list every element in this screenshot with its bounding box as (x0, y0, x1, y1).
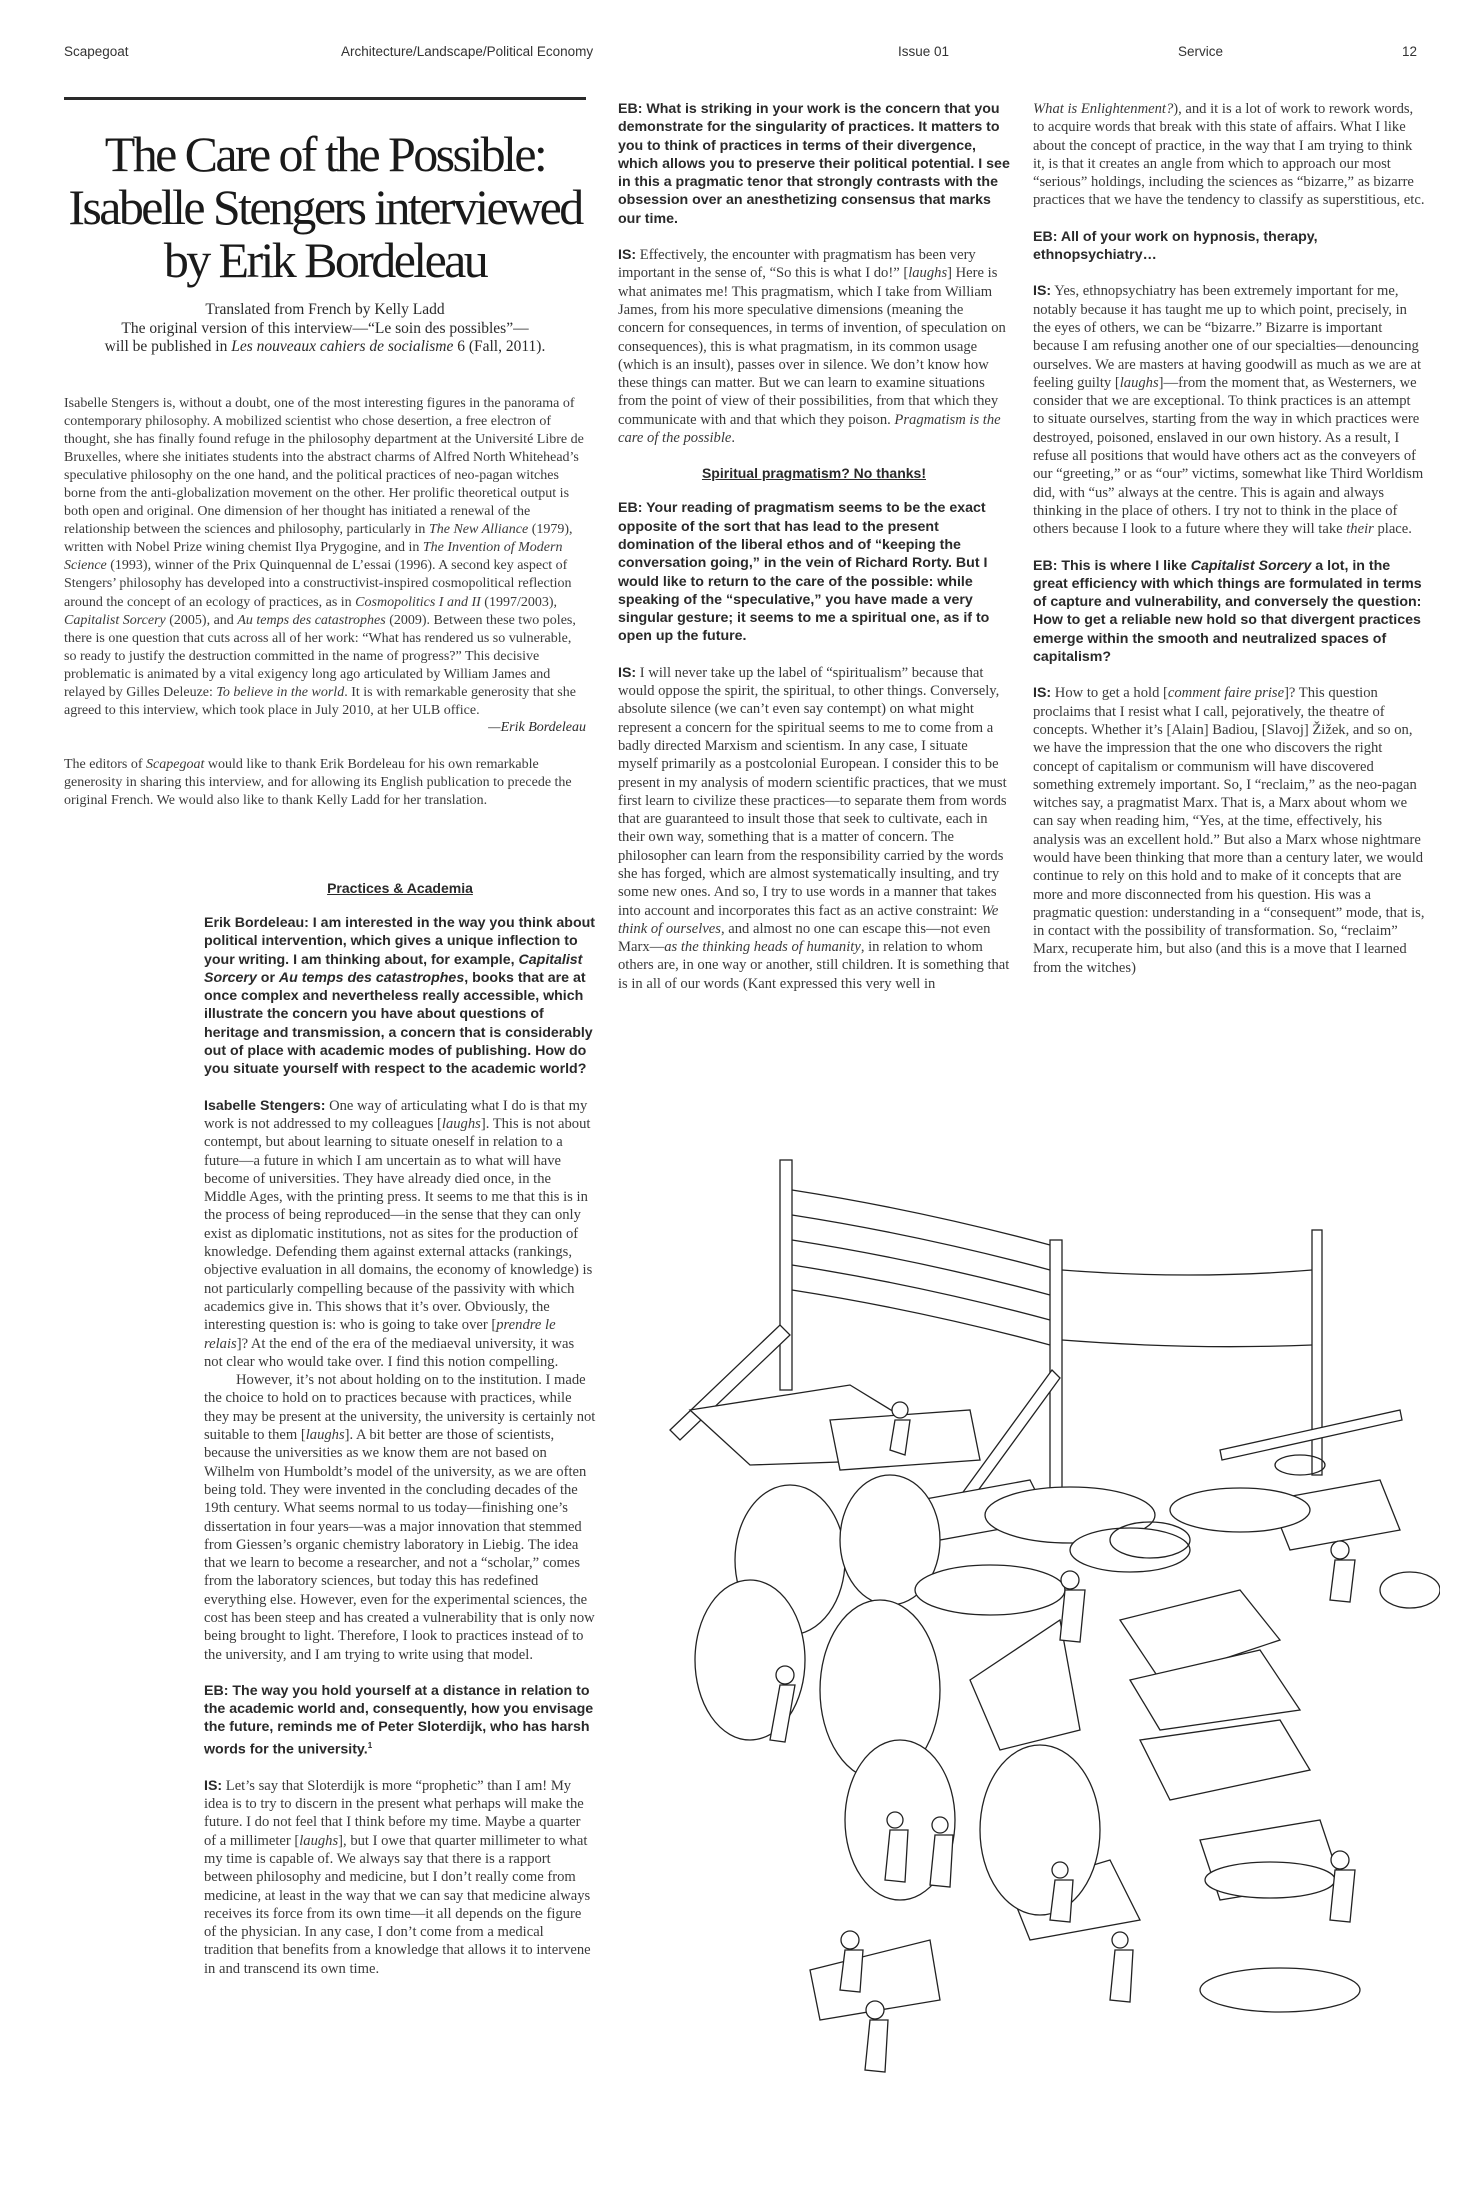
speaker-label: IS: (618, 247, 637, 264)
original-version-note: The original version of this interview—“Le soin des possibles”— (121, 319, 529, 337)
book-title: The New Alliance (428, 522, 529, 538)
book-title: The Invention of Modern Science (64, 540, 563, 574)
journal-title: Les nouveaux cahiers de socialisme (231, 338, 454, 355)
playground-illustration (640, 1120, 1440, 2080)
question: EB: All of your work on hypnosis, therapy, ethnopsychiatry… (1033, 228, 1318, 264)
speaker-label: IS: (1033, 685, 1052, 702)
publication-note: will be published in Les nouveaux cahiers de socialisme 6 (Fall, 2011). (104, 338, 546, 355)
interview-column-2 (618, 100, 1010, 993)
interview-column-3 (1033, 100, 1425, 977)
answer-continued: However, it’s not about holding on to the institution. I made the choice to hold on to practices because with practices, while they may be present at the university, the university is certainly not suitable to them [laughs]. A bit better are those of scientists, because the universities as we know them are not based on Wilhelm von Humboldt’s model of the university, as we are often being told. They were invented in the concluding decades of the 19th century. What seems normal to us today—finishing one’s dissertation in four years—was a major innovation that stemmed from Giessen’s organic chemistry laboratory in Liebig. The idea that we learn to become a researcher, and not a “scholar,” comes from the laboratory sciences, but today this has redefined everything else. However, even for the experimental sciences, the cost has been steep and has created a vulnerability that is only now being brought to light. Therefore, I look to practices instead of to the university, and I am trying to write using that model. (204, 1372, 596, 1663)
issue-label: Issue 01 (898, 44, 950, 59)
title-line: by Erik Bordeleau (163, 232, 487, 288)
line-drawing (640, 1120, 1440, 2080)
quote: To believe in the world (216, 685, 345, 700)
magazine-section: Architecture/Landscape/Political Economy (341, 44, 594, 59)
book-title: Capitalist Sorcery (64, 612, 166, 628)
magazine-title: Scapegoat (146, 757, 205, 773)
editors-thanks: The editors of Scapegoat would like to thank Erik Bordeleau for his own remarkable generosity in sharing this interview, and for allowing its English publication to precede the original French. We would also like to thank Kelly Ladd for her translation. (64, 757, 572, 809)
magazine-name: Scapegoat (64, 44, 129, 59)
answer-continued: What is Enlightenment?), and it is a lot of work to rework words, to acquire words that break with this state of affairs. What I like about the concept of practice, in the way that I am trying to think it, is that it creates an angle from which to approach our most “serious” holdings, including the sciences as “bizarre,” as bizarre practices that we have the tendency to classify as superstitious, etc. (1033, 101, 1425, 209)
title-rule (64, 97, 586, 100)
article-title (64, 128, 586, 287)
answer: IS: I will never take up the label of “spiritualism” because that would oppose the spirit, the spiritual, to other things. Conversely, absolute silence (we can’t even say contempt) on what might represent a concern for the spiritual seems to me to come from a badly directed Marxism and scientism. In any case, I situate myself primarily as a postcolonial European. I consider this to be present in my analysis of modern scientific practices, that we must first learn to civilize these practices—to separate them from words that are guaranteed to insult those that seek to cultivate, each in their own way, something that is a matter of concern. The philosopher can learn from the responsibility carried by the words she has forged, which are almost systematically insulting, and try some new ones. And so, I try to use words in a manner that takes into account and incorporates this fact as an active constraint: We think of ourselves, and almost no one can escape this—not even Marx—as the thinking heads of humanity, in relation to whom others are, in one way or another, still children. It is something that is in all of our words (Kant expressed this very well in (618, 664, 1010, 992)
answer: IS: Effectively, the encounter with pragmatism has been very important in the sense of, “So this is what I do!” [laughs] Here is what animates me! This pragmatism, which I take from William James, from his more speculative dimensions (meaning the concern for consequences, in terms of invention, of speculation on consequences), this is what pragmatism, in its common usage (which is an insult), passes over in silence. We don’t know how these things can matter. But we can learn to examine situations from the point of view of their possibilities, from that which they communicate with and that which they poison. Pragmatism is the care of the possible. (618, 247, 1006, 447)
footnote-ref[interactable]: 1 (367, 1740, 373, 1750)
speaker-label: IS: (618, 664, 637, 681)
book-title: Au temps des catastrophes (237, 612, 386, 628)
question: EB: This is where I like Capitalist Sorcery a lot, in the great efficiency with which things are formulated in terms of capture and vulnerability, and conversely the question: How to get a reliable new hold so that divergent practices emerge within the smooth and neutralized spaces of capitalism? (1033, 557, 1422, 666)
intro-paragraph: Isabelle Stengers is, without a doubt, one of the most interesting figures in the panorama of contemporary philosophy. A mobilized scientist who chose desertion, a free electron of thought, she has finally found refuge in the philosophy department at the Université Libre de Bruxelles, where she initiates students into the abstract charms of Alfred North Whitehead’s speculative philosophy on the one hand, and the political practices of neo-pagan witches borne from the anti-globalization movement on the other. Her prolific theoretical output is both open and original. One dimension of her thought has initiated a renewal of the relationship between the sciences and philosophy, particularly in The New Alliance (1979), written with Nobel Prize wining chemist Ilya Prygogine, and in The Invention of Modern Science (1993), winner of the Prix Quinquennal de L’essai (1996). A second key aspect of Stengers’ philosophy has developed into a constructivist-inspired cosmopolitical reflection around the concept of an ecology of practices, as in Cosmopolitics I and II (1997/2003), Capitalist Sorcery (2005), and Au temps des catastrophes (2009). Between these two poles, there is one question that cuts across all of her work: “What has rendered us so vulnerable, so ready to justify the destruction committed in the name of progress?” This decisive problematic is animated by a vital exigency long ago articulated by William James and relayed by Gilles Deleuze: To believe in the world. It is with remarkable generosity that she agreed to this interview, which took place in July 2010, at her ULB office. (64, 395, 584, 719)
book-title: Cosmopolitics I and II (355, 594, 481, 610)
running-head (0, 44, 1483, 64)
question: EB: Your reading of pragmatism seems to be the exact opposite of the sort that has lead to the present domination of the liberal ethos and of “keeping the conversation going,” in the vein of Richard Rorty. But I would like to return to the care of the possible: while speaking of the “speculative,” you have made a very singular gesture; it seems to me a spiritual one, as if to open up the future. (618, 500, 990, 645)
speaker-label: IS: (204, 1777, 223, 1794)
speaker-label: IS: (1033, 283, 1052, 300)
question: Erik Bordeleau: I am interested in the way you think about political intervention, which gives a unique inflection to your writing. I am thinking about, for example, Capitalist Sorcery or Au temps des catastrophes, books that are at once complex and nevertheless really accessible, which illustrate the concern you have about questions of heritage and transmission, a concern that is considerably out of place with academic modes of publishing. How do you situate yourself with respect to the academic world? (204, 915, 596, 1078)
article-subtitle (64, 301, 586, 357)
answer: IS: How to get a hold [comment faire prise]? This question proclaims that I resist what I call, pejoratively, the theatre of concepts. Whether it’s [Alain] Badiou, [Slavoj] Žižek, and so on, we have the impression that the one who discovers the right concept of capitalism or communism will have discovered something extremely important. So, I “reclaim,” as the neo-pagan witches say, a pragmatist Marx. That is, a Marx about whom we can say when reading him, “Yes, at the time, effectively, his analysis was an excellent hold.” But also a Marx whose nightmare would have been thinking that more than a century later, we would continue to rely on this hold and to make of it concepts that are more and more disconnected from his question. His was a pragmatic question: understanding in a “consequent” mode, that is, in contact with the possibility of transformation. So, “reclaim” Marx, recuperate him, but also (and this is a move that I learned from the witches) (1033, 685, 1425, 976)
issue-theme: Service (1178, 44, 1224, 59)
title-column (64, 97, 586, 810)
question: EB: The way you hold yourself at a distance in relation to the academic world and, consequently, how you envisage the future, reminds me of Peter Sloterdijk, who has harsh words for the university.$^1$ (204, 1682, 594, 1758)
answer: IS: Let’s say that Sloterdijk is more “prophetic” than I am! My idea is to try to discern in the present what perhaps will make the future. I do not feel that I think before my time. Maybe a quarter of a millimeter [laughs], but I owe that quarter millimeter to what my time is capable of. We always say that there is a rapport between philosophy and medicine, but I don’t really come from medicine, at least in the way that we can say that medicine always receives its force from its own time—it all depends on the figure of the physician. In any case, I don’t come from a medical tradition that benefits from a knowledge that allows it to intervene in and transcend its own time. (204, 1777, 591, 1977)
translator-credit: Translated from French by Kelly Ladd (205, 301, 445, 318)
section-heading: Spiritual pragmatism? No thanks! (701, 465, 927, 482)
title-line: The Care of the Possible: (104, 126, 546, 182)
page-number: 12 (1402, 44, 1418, 59)
title-line: Isabelle Stengers interviewed (68, 179, 582, 235)
intro-signature: —Erik Bordeleau (488, 720, 586, 736)
section-heading: Practices & Academia (327, 880, 473, 896)
interview-column-1 (204, 880, 596, 1978)
speaker-label: Isabelle Stengers: (204, 1097, 326, 1114)
question: EB: What is striking in your work is the concern that you demonstrate for the singularity of practices. It matters to you to think of practices in terms of their divergence, which allows you to preserve their political potential. I see in this a pragmatic tenor that strongly contrasts with the obsession over an anesthetizing consensus that marks our time. (618, 101, 1010, 227)
answer: Isabelle Stengers: One way of articulating what I do is that my work is not addressed to my colleagues [laughs]. This is not about contempt, but about learning to situate oneself in relation to a future—a future in which I am uncertain as to what will have become of universities. They have already died once, in the Middle Ages, with the printing press. It seems to me that this is in the process of being reproduced—in the sense that they can only exist as diplomatic institutions, not as sites for the production of knowledge. Defending them against external attacks (rankings, objective evaluation in all domains, the economy of knowledge) is not particularly compelling because of the passivity with which academics give in. This shows that it’s over. Obviously, the interesting question is: who is going to take over [prendre le relais]? At the end of the era of the mediaeval university, it was not clear who would take over. I find this notion compelling. (204, 1097, 593, 1370)
answer: IS: Yes, ethnopsychiatry has been extremely important for me, notably because it has taught me up to which point, precisely, in the eyes of others, we can be “bizarre.” Bizarre is important because I am refusing another one of our specialties—denouncing ourselves. We are masters at having goodwill as much as we are at feeling guilty [laughs]—from the moment that, as Westerners, we consider that we are exceptional. To think practices is an attempt to situate ourselves, starting from the way in which practices were destroyed, poisoned, enslaved in our own history. As a result, I refuse all positions that would have others act as the conveyers of our “greeting,” or as “our” victims, somewhat like Third Worldism did, with “us” always at the centre. This is again and always thinking in the place of others. I try not to think in the place of others because I look to a future where they will take their place. (1033, 283, 1424, 538)
